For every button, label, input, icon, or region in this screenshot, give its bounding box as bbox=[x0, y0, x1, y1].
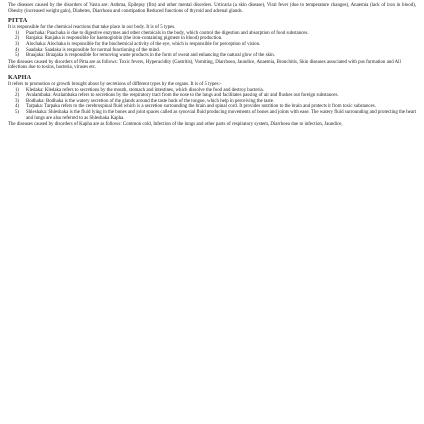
list-item-text: Shleshaka: Shleshaka is the fluid lying in the bones and joint spaces called as synovial fluid producing movements of bones and joints with ease. The watery fluid surrounding and protecting the heart and lungs are also referred to as Shleshaka Kapha. bbox=[26, 109, 416, 121]
list-item-text: Avalambaka: Avalambaka refers to secretions by the respiratory tract from the nose to the lungs and facilitates passing of air and flushes out foreign substances. bbox=[26, 93, 339, 99]
list-item-number: 3) bbox=[14, 41, 20, 47]
kapha-heading: KAPHA bbox=[8, 73, 32, 81]
list-item-number: 5) bbox=[14, 53, 20, 59]
list-item-number: 5) bbox=[14, 109, 20, 115]
list-item-number: 2) bbox=[14, 93, 20, 99]
pitta-heading: PITTA bbox=[8, 17, 28, 25]
list-item-text: Braajaka: Braajaka is responsible for removing waste products in the form of sweat and enhancing the natural glow of the skin. bbox=[26, 53, 275, 59]
list-item-number: 1) bbox=[14, 87, 20, 93]
list-item bbox=[8, 110, 416, 121]
pitta-types-list bbox=[8, 31, 416, 59]
kapha-diseases-note: The diseases caused by disorders of Kapha are as follows: Common cold, Infection of the lungs and other parts of respiratory system, Diarrhoea due to infection, Jaundice, bbox=[8, 122, 343, 128]
list-item-text: Paachaka: Paachaka is due to digestive enzymes and other chemicals in the body, which control the digestion and absorption of food substances. bbox=[26, 30, 309, 36]
list-item-text: Saadaka: Saadaka is responsible for normal functioning of the mind. bbox=[26, 47, 160, 53]
kapha-intro: It refers to promotion or growth brought about by secretions of different types by the organs. It is of 5 types:- bbox=[8, 81, 222, 87]
vata-diseases-paragraph: The diseases caused by the disorders of Vasta are: Asthma, Epilepsy (fits) and other mental disorders. Urticaria (a skin disease), Viral fever (due to temperature changes), Anaemia (lack of iron in blood), Obesity (increased weight gain), Diabetes, Diarrhoea and constipation Reduced functions of thyroid and adrenal glands. bbox=[8, 3, 416, 14]
document-content bbox=[0, 0, 424, 128]
list-item-text: Tarpaka: Tarpaka refers to the cerebrospinal fluid which is a secretion surrounding the brain and spinal cord. It provides nutrition to the brain and protects it from toxic substances. bbox=[26, 104, 376, 110]
list-item bbox=[8, 53, 416, 59]
list-item-number: 1) bbox=[14, 30, 20, 36]
list-item-text: Kledaka: Kledaka refers to secretions by the mouth, stomach and intestines, which dissolve the food and destroy bacteria. bbox=[26, 87, 264, 93]
list-item-text: Ranjaka: Ranjaka is responsible for haemoglobin (the iron-containing pigment in blood) production. bbox=[26, 36, 223, 42]
pitta-intro: It is responsible for the chemical reactions that take place in our body. It is of 5 types. bbox=[8, 25, 176, 31]
list-item-number: 4) bbox=[14, 104, 20, 110]
list-item-number: 3) bbox=[14, 98, 20, 104]
list-item-text: Bodhaka: Bodhaka is the watery secretion of the glands around the taste buds of the tongue, which help in perceiving the taste. bbox=[26, 98, 275, 104]
pitta-diseases-note: The diseases caused by disorders of Pitta are as follows: Toxic fevers, Hyperacidity (Gastritis), Vomiting, Diarrhoea, Jaundice, Anaemia, Bronchitis, Skin diseases associated with pus formation and All infections due to toxins, bacteria, viruses etc. bbox=[8, 59, 401, 71]
list-item-number: 2) bbox=[14, 36, 20, 42]
list-item-number: 4) bbox=[14, 47, 20, 53]
kapha-types-list bbox=[8, 88, 416, 122]
list-item-text: Alochaka: Alochaka is responsible for the biochemical activity of the eye, which is responsible for perception of vision. bbox=[26, 41, 261, 47]
